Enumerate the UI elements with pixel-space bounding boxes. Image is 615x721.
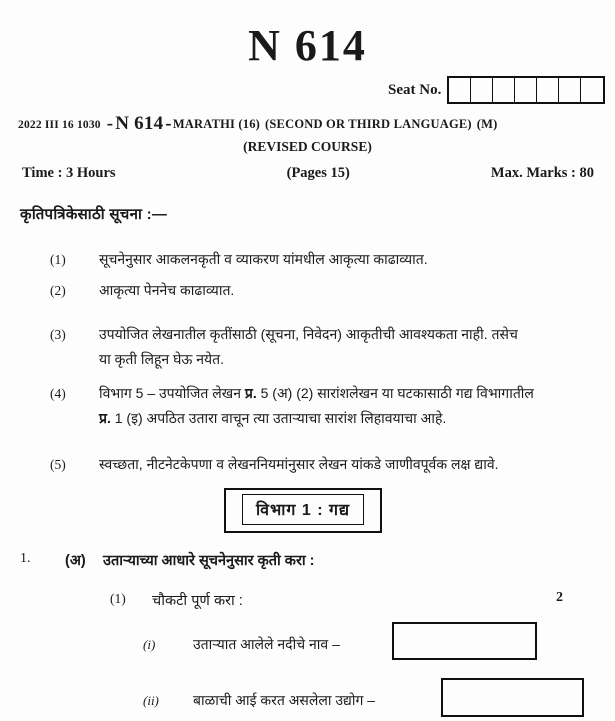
section-header-box [224,488,382,533]
question-part-label: (अ) [65,553,86,569]
instruction-item [50,322,610,372]
exam-meta-row [22,165,594,182]
instruction-line: या कृती लिहून घेऊ नयेत. [99,351,225,367]
answer-item-roman: (i) [143,637,156,652]
paper-serial-prefix: 2022 III 16 1030 [18,119,101,131]
paper-code-dash-left: - [106,113,114,134]
instruction-line: उपयोजित लेखनातील कृतींसाठी (सूचना, निवेदन) आकृतीची आवश्यकता नाही. तसेच [99,326,518,342]
instruction-line [99,381,610,406]
question-number: 1. [20,551,31,566]
seat-no-field [388,76,605,104]
time-label: Time : 3 Hours [22,165,116,181]
subquestion-number: (1) [110,591,126,606]
instruction-item [50,278,610,303]
seat-no-cell[interactable] [537,78,559,102]
instruction-body [99,452,610,477]
instructions-heading: कृतिपत्रिकेसाठी सूचना :— [20,206,168,223]
seat-no-label: Seat No. [388,81,442,98]
revised-course-label: (REVISED COURSE) [243,139,372,154]
answer-box[interactable] [392,622,537,660]
section-header-inner [242,494,364,525]
subquestion-marks: 2 [556,590,563,605]
instruction-line: आकृत्या पेननेच काढाव्यात. [99,282,235,298]
instruction-number: (1) [50,252,66,267]
instruction-line: स्वच्छता, नीटनेटकेपणा व लेखननियमांनुसार लेखन यांकडे जाणीवपूर्वक लक्ष द्यावे. [99,456,499,472]
seat-no-cell[interactable] [449,78,471,102]
instruction-line: सूचनेनुसार आकलनकृती व व्याकरण यांमधील आकृत्या काढाव्यात. [99,251,428,267]
seat-no-cell[interactable] [559,78,581,102]
instruction-item [50,247,610,272]
paper-code-line [18,112,603,134]
instruction-text-c: 5 (अ) (2) सारांशलेखन या घटकासाठी गद्य विभागातील [256,385,534,401]
instruction-text-a: विभाग 5 – उपयोजित लेखन [99,385,245,401]
section-title: विभाग 1 : गद्य [256,502,351,519]
instruction-number: (4) [50,386,66,401]
instruction-body [99,278,610,303]
instruction-bold-marker: प्र. [99,410,111,426]
seat-no-boxes[interactable] [447,76,605,104]
paper-code-dash-right: - [165,113,172,134]
medium-code: (M) [476,117,498,131]
question-text: उताऱ्याच्या आधारे सूचनेनुसार कृती करा : [103,553,315,569]
language-level: (SECOND OR THIRD LANGUAGE) [265,117,472,131]
answer-item-roman: (ii) [143,693,159,708]
instruction-line [99,406,610,431]
instruction-body [99,322,610,372]
seat-no-cell[interactable] [581,78,603,102]
answer-item-text: उताऱ्यात आलेले नदीचे नाव – [193,636,340,652]
instruction-number: (2) [50,283,66,298]
instruction-text-b: 1 (इ) अपठित उतारा वाचून त्या उताऱ्याचा सारांश लिहावयाचा आहे. [110,410,447,426]
pages-label: (Pages 15) [286,165,350,181]
instruction-body [99,381,610,431]
instruction-bold-marker: प्र. [244,385,257,401]
instruction-item [50,452,610,477]
seat-no-cell[interactable] [515,78,537,102]
instruction-item [50,381,610,431]
page-title: N 614 [248,21,367,70]
seat-no-cell[interactable] [471,78,493,102]
instruction-number: (5) [50,457,66,472]
instruction-number: (3) [50,327,66,342]
seat-no-cell[interactable] [493,78,515,102]
answer-box[interactable] [441,678,584,717]
paper-code-inline: N 614 [115,113,164,134]
instruction-body [99,247,610,272]
answer-item-text: बाळाची आई करत असलेला उद्योग – [193,692,376,708]
max-marks-label: Max. Marks : 80 [490,165,594,181]
subject-name: MARATHI (16) [172,117,261,131]
subquestion-text: चौकटी पूर्ण करा : [152,593,243,609]
